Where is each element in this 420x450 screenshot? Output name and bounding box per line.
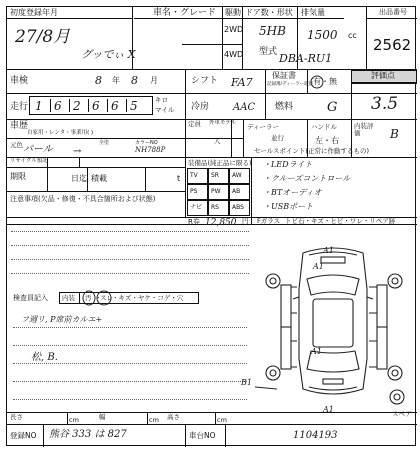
inspector-tab-stain: 汚 <box>85 294 92 302</box>
selling-point-3: ・BTオーディオ <box>263 188 322 197</box>
displacement-label: 排気量 <box>301 8 325 17</box>
damage-mark-front: A1 <box>323 246 334 255</box>
dealer-label: ディーラー <box>247 123 279 131</box>
divider <box>147 412 148 424</box>
fuel-label: 燃料 <box>275 102 294 112</box>
note-line <box>13 363 247 364</box>
height-label: 高さ <box>167 413 180 421</box>
displacement-unit: cc <box>348 31 357 40</box>
color-no-label: カラーNO <box>135 140 158 146</box>
inspector-circles <box>81 288 117 308</box>
warranty-value: 有・無 <box>313 77 337 86</box>
divider <box>7 157 417 158</box>
selling-point-1: ・LEDライト <box>263 160 313 169</box>
divider <box>7 93 417 94</box>
reg-no-value: 熊谷 333 は 827 <box>49 429 127 440</box>
shift-label: シフト <box>191 76 219 86</box>
width-label: 幅 <box>99 413 106 421</box>
odometer-digit: 6 <box>92 99 100 113</box>
inspection-month: 8 <box>131 74 138 87</box>
selling-point-4: ・USBポート <box>263 202 314 211</box>
inspector-tab-interior: 内装 <box>62 294 75 302</box>
odometer-digit: 6 <box>54 99 62 113</box>
original-color-value: パール <box>23 144 53 155</box>
divider <box>7 167 185 168</box>
spare-tire-label: スペア <box>392 410 412 418</box>
odometer-separator <box>126 99 127 112</box>
inspector-label: 検査員記入 <box>13 294 48 302</box>
r-ticket-label: R券 <box>188 218 200 226</box>
divider <box>87 167 88 191</box>
divider <box>79 292 80 304</box>
note-line <box>11 245 249 246</box>
divider <box>251 157 252 224</box>
inspector-tab-scuff: スレ <box>100 294 113 302</box>
divider <box>185 424 186 447</box>
divider <box>242 7 243 69</box>
length-unit: cm <box>69 416 79 424</box>
divider <box>67 412 68 424</box>
divider <box>182 44 242 45</box>
divider <box>7 424 417 425</box>
lot-number: 2562 <box>373 36 412 54</box>
selling-point-2: ・クルーズコントロール <box>263 174 351 183</box>
warranty-sub: 記録簿/ディーラー取扱 <box>267 82 314 87</box>
history-label: 車歴 <box>10 121 29 131</box>
dealer-sub: 並行 <box>271 134 284 142</box>
model-grade-label: 車名・グレード <box>153 8 217 18</box>
r-ticket-unit: 円 <box>242 217 249 225</box>
divider <box>145 167 146 191</box>
divider <box>366 7 367 69</box>
glass-label: Fガラス <box>257 217 281 225</box>
interior-value: B <box>390 127 399 141</box>
doors-value: 5HB <box>259 24 286 38</box>
inspection-year: 8 <box>95 74 102 87</box>
damage-mark-hood: A1 <box>313 262 324 271</box>
inspection-year-unit: 年 <box>112 76 120 85</box>
divider <box>43 424 44 447</box>
divider <box>215 412 216 424</box>
equipment-item: PS <box>190 188 198 195</box>
ext-model-label: 外車モデル <box>209 120 237 126</box>
chassis-value: 1104193 <box>293 430 338 441</box>
recycle-label: リサイクル預託 <box>10 158 48 164</box>
note-line <box>13 345 247 346</box>
mileage-unit-km: キロ <box>155 96 168 104</box>
first-registration-value: 27/8月 <box>15 27 71 47</box>
original-color-label: 元色 <box>10 141 23 149</box>
repaint-label: 全塗 <box>99 140 110 146</box>
odometer-separator <box>50 99 51 112</box>
mileage-unit-mile: マイル <box>155 106 175 114</box>
shift-value: FA7 <box>231 76 253 89</box>
divider <box>265 69 266 119</box>
odometer-digit: 1 <box>35 99 43 113</box>
equipment-item: AB <box>232 188 241 195</box>
odometer-digit: 5 <box>130 99 138 113</box>
selling-points-title: セールスポイント(正常に作動するもの) <box>254 147 369 155</box>
chassis-label: 車台NO <box>189 431 216 440</box>
note-line <box>11 231 249 232</box>
ac-value: AAC <box>233 102 256 113</box>
note-line <box>13 399 247 400</box>
interior-label: 内装評価 <box>354 122 374 138</box>
type-label: 型式 <box>259 47 278 57</box>
ac-label: 冷房 <box>191 102 210 112</box>
length-label: 長さ <box>10 413 23 421</box>
width-unit: cm <box>149 416 159 424</box>
damage-mark-rear: A1 <box>311 347 322 356</box>
score-value: 3.5 <box>371 94 399 114</box>
glass-legend: トビ石・キズ・ヒビ・ワレ・リペア跡 <box>285 217 396 225</box>
type-value: DBA-RU1 <box>279 52 333 65</box>
inspection-month-unit: 月 <box>150 76 158 85</box>
divider <box>134 18 344 19</box>
divider <box>366 18 417 19</box>
equipment-item: SR <box>211 172 219 179</box>
divider <box>243 119 244 157</box>
inspector-tab-rest: ・キズ・ヤケ・コゲ・穴 <box>112 294 184 302</box>
inspection-label: 車検 <box>10 76 29 86</box>
handle-value: 左・右 <box>315 136 339 145</box>
note-line <box>13 381 247 382</box>
drive-4wd: 4WD <box>224 50 244 59</box>
divider <box>79 157 80 167</box>
equipment-item: PW <box>211 188 221 195</box>
lot-label: 出品番号 <box>379 8 407 16</box>
handle-label: ハンドル <box>311 123 337 131</box>
divider <box>7 138 243 139</box>
damage-mark-bumper: A1 <box>323 405 334 414</box>
divider <box>225 424 226 447</box>
odometer-digit: 2 <box>73 99 81 113</box>
divider <box>222 7 223 69</box>
odometer-separator <box>69 99 70 112</box>
divider <box>351 83 417 84</box>
mileage-label: 走行 <box>10 102 29 112</box>
reg-no-label: 登録NO <box>10 431 37 440</box>
score-label: 評価点 <box>371 71 395 80</box>
capacity-unit: 人 <box>214 137 221 145</box>
r-ticket-value: 12,850 <box>205 218 237 228</box>
equipment-item: ナビ <box>190 204 203 211</box>
damage-pointer <box>255 383 279 393</box>
equipment-item: RS <box>211 204 219 211</box>
auction-sheet <box>6 6 416 446</box>
divider <box>7 18 132 19</box>
inspector-note-2: 松, B. <box>31 352 58 363</box>
loading-unit: t <box>177 174 181 183</box>
drive-label: 駆動 <box>225 8 241 17</box>
fuel-value: G <box>327 100 338 115</box>
note-line <box>13 327 247 328</box>
warranty-label: 保証書 <box>272 71 296 80</box>
divider <box>7 412 417 413</box>
equipment-item: ABS <box>232 204 244 211</box>
note-line <box>11 273 249 274</box>
loading-label: 積載 <box>91 174 107 183</box>
deadline-label: 期限 <box>10 172 26 181</box>
damage-mark-side: B1 <box>241 378 252 387</box>
equipment-item: TV <box>190 172 198 179</box>
color-arrow: → <box>73 146 82 157</box>
divider <box>185 69 186 217</box>
equipment-item: AW <box>232 172 242 179</box>
odometer-digit: 6 <box>111 99 119 113</box>
doors-label: ドア数・形状 <box>245 8 293 17</box>
model-grade-value: グッでぃ X <box>81 48 136 61</box>
color-no-value: NH788P <box>135 146 166 154</box>
first-registration-label: 初度登録年月 <box>10 8 58 17</box>
history-sub: 自家用・レンタ・事業用( ) <box>27 130 94 136</box>
inspector-note-1: フ週リ, P席前カルエ+ <box>21 315 103 324</box>
note-line <box>11 259 249 260</box>
drive-2wd: 2WD <box>224 25 244 34</box>
capacity-label: 定員 <box>188 120 201 128</box>
deadline-date-label: 日迄 <box>71 174 87 183</box>
notes-title: 注意事項(欠品・修復・不具合箇所および状態) <box>10 195 156 203</box>
divider <box>7 191 185 192</box>
equipment-title: 装備品(純正品に限る) <box>188 159 252 167</box>
odometer-separator <box>107 99 108 112</box>
displacement-value: 1500 <box>307 28 338 42</box>
warranty-circle <box>307 71 327 91</box>
odometer-separator <box>88 99 89 112</box>
height-unit: cm <box>217 416 227 424</box>
inspector-tab-sep: ・ <box>95 294 102 302</box>
